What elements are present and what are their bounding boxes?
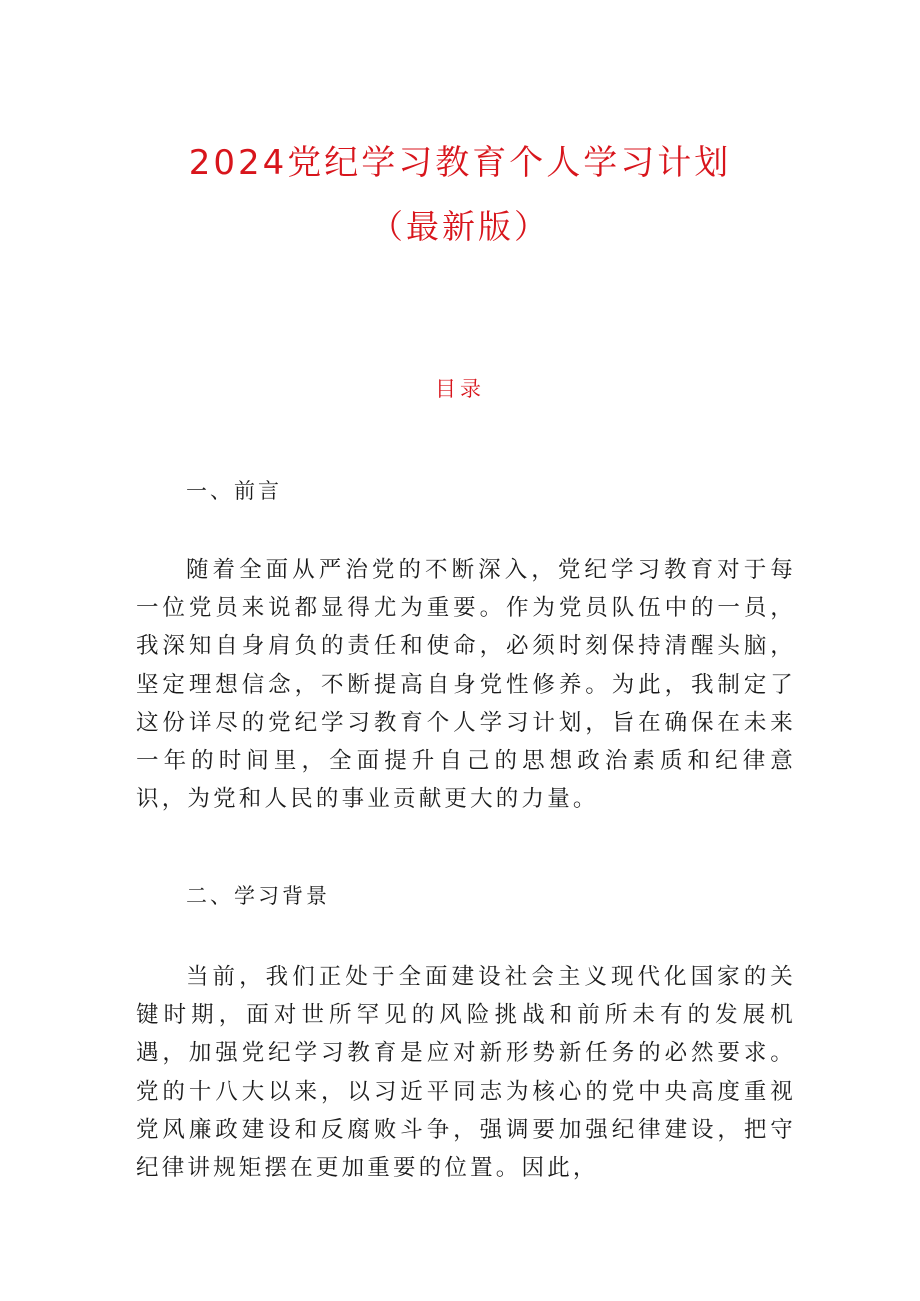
document-title: 2024党纪学习教育个人学习计划: [188, 143, 732, 183]
document-subtitle: （最新版）: [370, 207, 550, 246]
section-paragraph-background: 当前，我们正处于全面建设社会主义现代化国家的关键时期，面对世所罕见的风险挑战和前所未有的发展机遇，加强党纪学习教育是应对新形势新任务的必然要求。党的十八大以来，以习近平同志为核心的党中央高度重视党风廉政建设和反腐败斗争，强调要加强纪律建设，把守纪律讲规矩摆在更加重要的位置。因此，: [136, 964, 796, 1182]
section-heading-background: 二、学习背景: [186, 884, 330, 908]
table-of-contents-label: 目录: [435, 377, 485, 401]
section-heading-preface: 一、前言: [186, 479, 282, 503]
section-paragraph-preface: 随着全面从严治党的不断深入，党纪学习教育对于每一位党员来说都显得尤为重要。作为党员队伍中的一员，我深知自身肩负的责任和使命，必须时刻保持清醒头脑，坚定理想信念，不断提高自身党性修养。为此，我制定了这份详尽的党纪学习教育个人学习计划，旨在确保在未来一年的时间里，全面提升自己的思想政治素质和纪律意识，为党和人民的事业贡献更大的力量。: [136, 557, 796, 813]
